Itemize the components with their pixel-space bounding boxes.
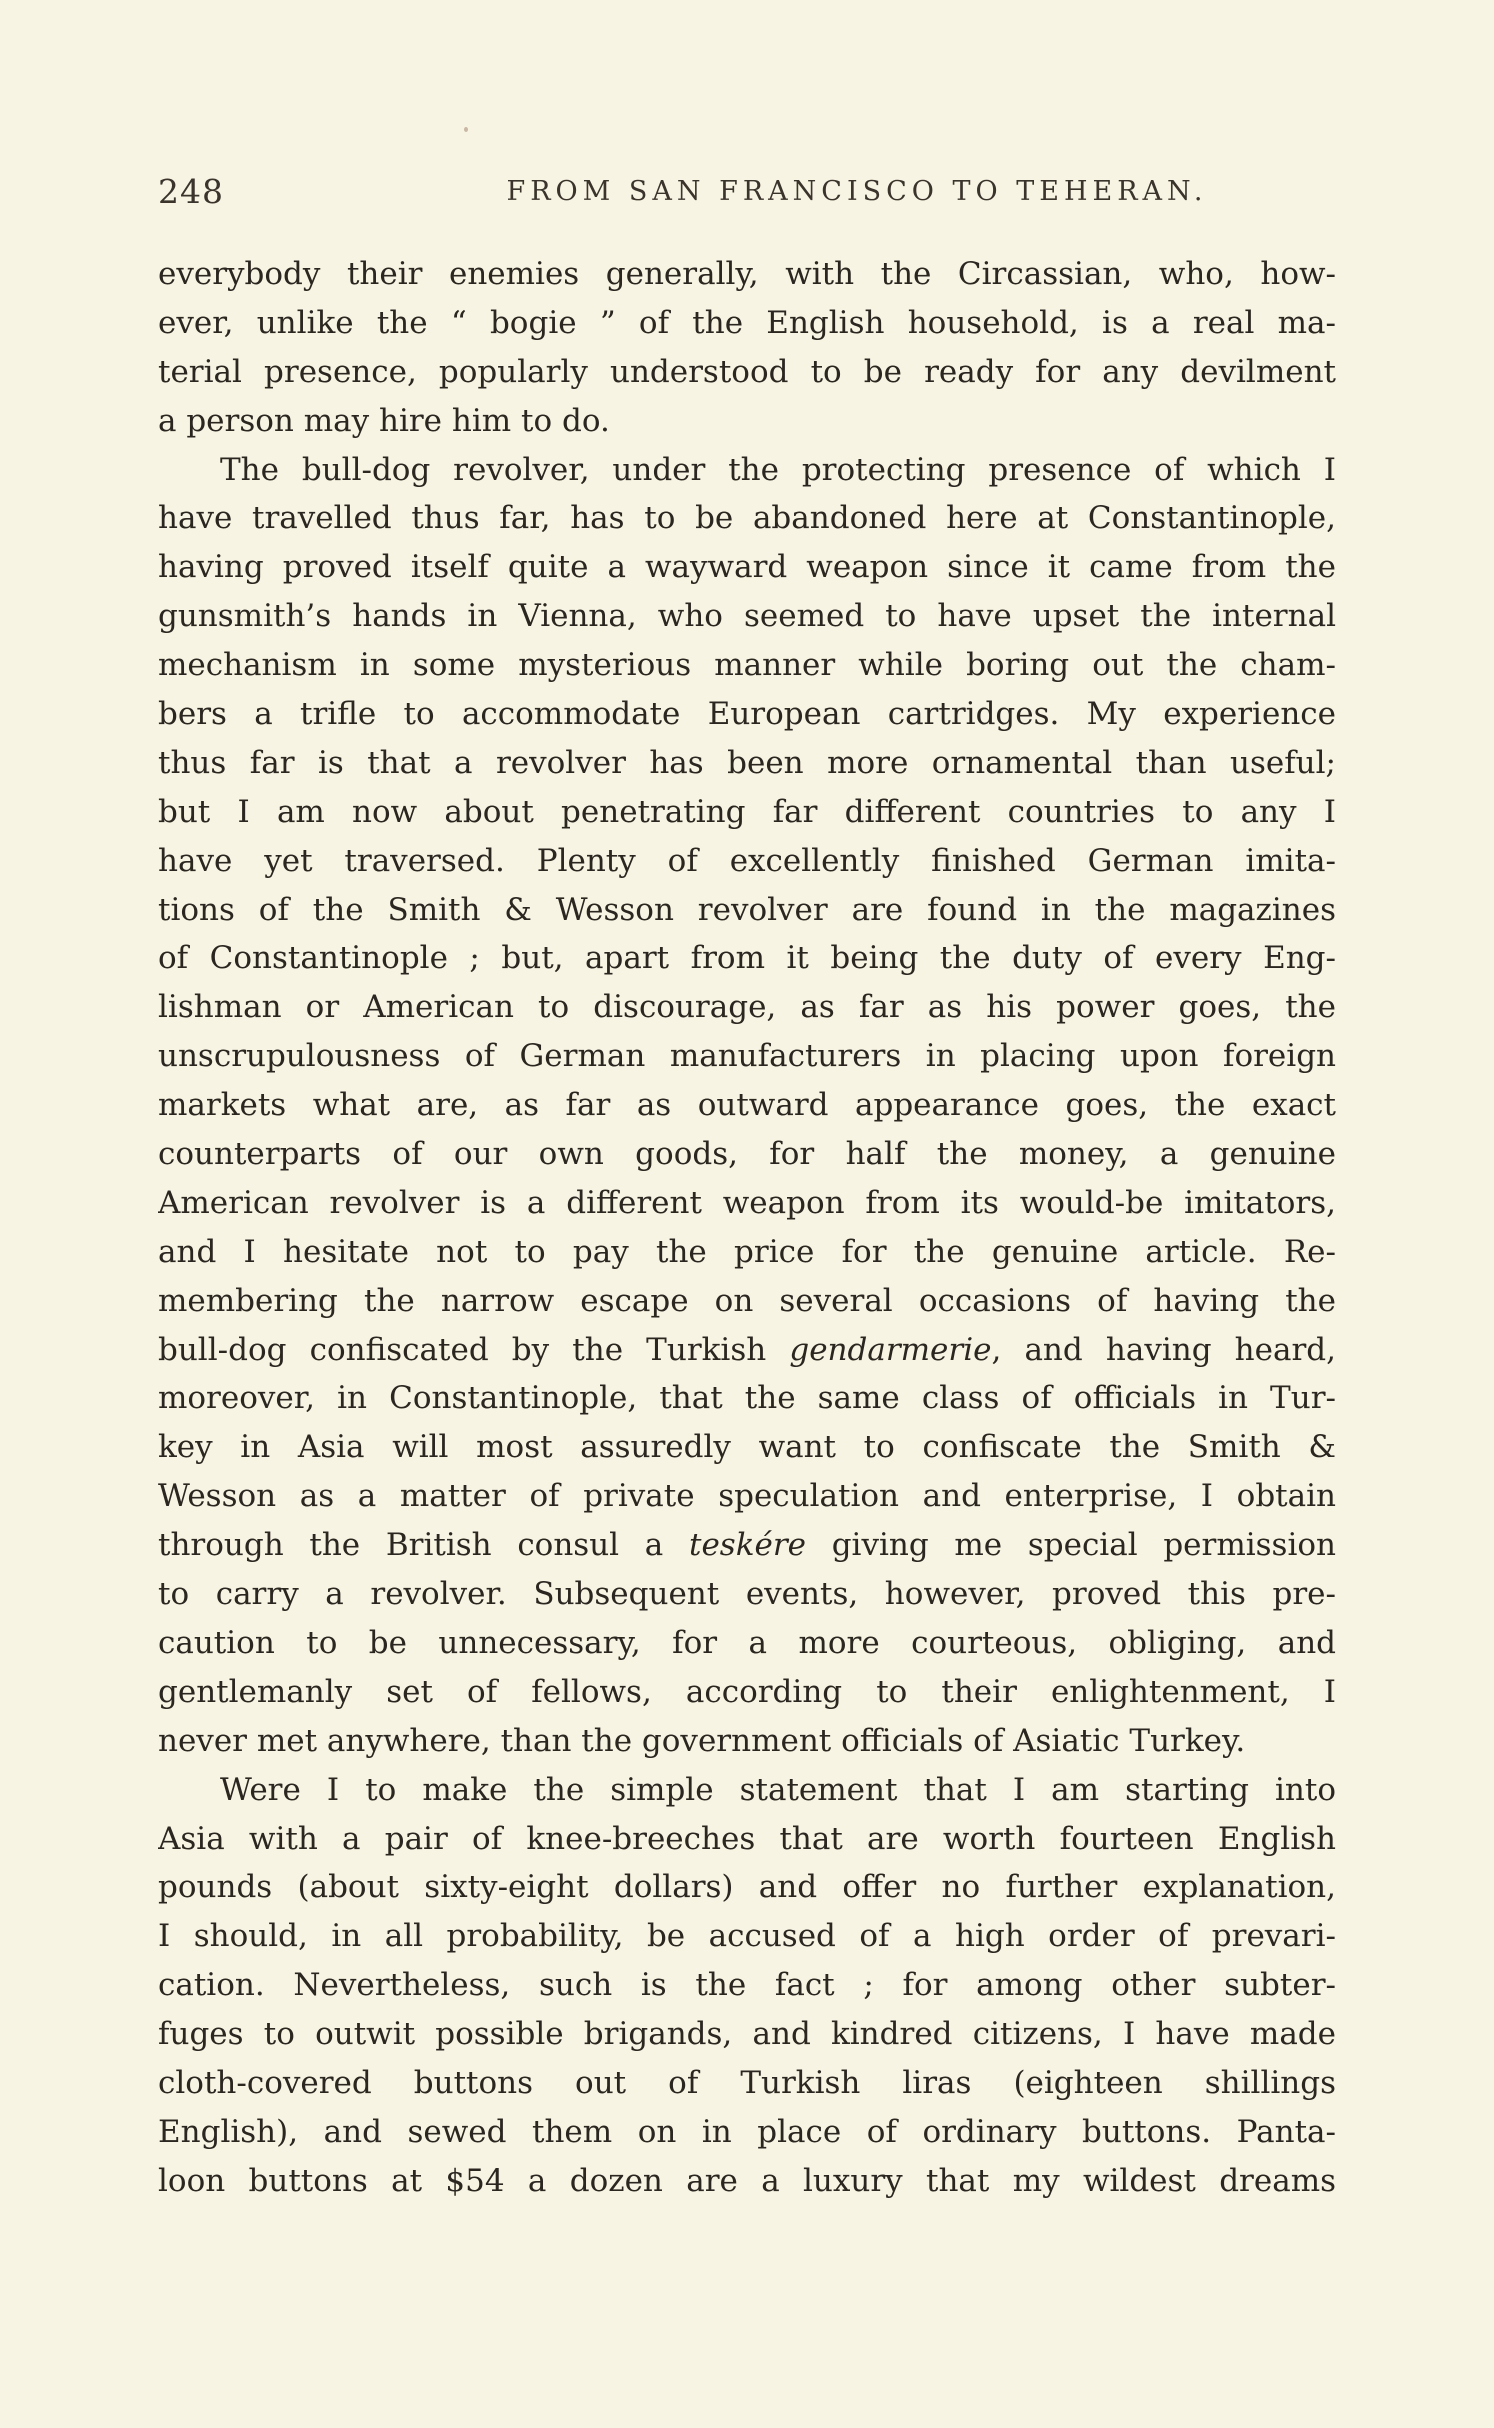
text-line: fuges to outwit possible brigands, and kindred citizens, I have made [158,2016,1336,2053]
text-line: mechanism in some mysterious manner while boring out the cham- [158,647,1336,684]
text-line: membering the narrow escape on several occasions of having the [158,1282,1336,1319]
text-line: The bull-dog revolver, under the protecting presence of which I [220,451,1336,488]
text-line: everybody their enemies generally, with the Circassian, who, how- [158,256,1336,292]
body-text [158,250,1336,2206]
text-line: but I am now about penetrating far different countries to any I [158,793,1336,830]
italic-term: teskére [688,1527,806,1564]
text-line: cation. Nevertheless, such is the fact ; for among other subter- [158,1967,1336,2004]
text-line: gentlemanly set of fellows, according to their enlightenment, I [158,1673,1336,1710]
text-line: never met anywhere, than the government officials of Asiatic Turkey. [158,1722,1246,1759]
text-line: American revolver is a different weapon from its would-be imitators, [158,1184,1336,1221]
text-line: and I hesitate not to pay the price for the genuine article. Re- [158,1233,1336,1270]
text-line: pounds (about sixty-eight dollars) and offer no further explanation, [158,1869,1336,1906]
text-line: bers a trifle to accommodate European cartridges. My experience [158,696,1336,733]
text-line: have travelled thus far, has to be abandoned here at Constantinople, [158,500,1336,537]
text-line: caution to be unnecessary, for a more courteous, obliging, and [158,1624,1336,1661]
text-line: have yet traversed. Plenty of excellently finished German imita- [158,842,1336,879]
text-line: cloth-covered buttons out of Turkish liras (eighteen shillings [158,2064,1336,2101]
text-line: thus far is that a revolver has been more ornamental than useful; [158,744,1336,781]
text-line: Were I to make the simple statement that I am starting into [220,1771,1336,1808]
text-line: tions of the Smith & Wesson revolver are found in the magazines [158,891,1336,928]
text-line: lishman or American to discourage, as far as his power goes, the [158,989,1336,1026]
text-line: key in Asia will most assuredly want to confiscate the Smith & [158,1429,1336,1466]
text-line: ever, unlike the “ bogie ” of the English household, is a real ma- [158,304,1336,341]
text-line: markets what are, as far as outward appearance goes, the exact [158,1087,1336,1124]
page-number: 248 [158,172,224,211]
text-line: English), and sewed them on in place of ordinary buttons. Panta- [158,2113,1336,2150]
text-line: terial presence, popularly understood to be ready for any devilment [158,353,1336,390]
text-line: Asia with a pair of knee-breeches that are worth fourteen English [158,1820,1336,1857]
text-line: I should, in all probability, be accused of a high order of prevari- [158,1918,1336,1955]
running-title: FROM SAN FRANCISCO TO TEHERAN. [506,176,1208,207]
paper-speck [464,127,468,132]
text-line: unscrupulousness of German manufacturers in placing upon foreign [158,1038,1336,1075]
text-line: gunsmith’s hands in Vienna, who seemed to have upset the internal [158,598,1336,635]
italic-term: gendarmerie [789,1331,992,1368]
text-line: counterparts of our own goods, for half the money, a genuine [158,1136,1336,1173]
text-line: to carry a revolver. Subsequent events, however, proved this pre- [158,1576,1336,1613]
text-line: moreover, in Constantinople, that the same class of officials in Tur- [158,1380,1336,1417]
text-line: a person may hire him to do. [158,402,610,439]
text-line: of Constantinople ; but, apart from it being the duty of every Eng- [158,940,1336,977]
text-line: loon buttons at $54 a dozen are a luxury that my wildest dreams [158,2162,1336,2199]
text-line: Wesson as a matter of private speculation and enterprise, I obtain [158,1478,1336,1515]
running-head [158,172,1336,222]
text-line: having proved itself quite a wayward weapon since it came from the [158,549,1336,586]
text-line: through the British consul a teskére giving me special permission [158,1527,1336,1564]
text-line: bull-dog confiscated by the Turkish gendarmerie, and having heard, [158,1331,1336,1368]
